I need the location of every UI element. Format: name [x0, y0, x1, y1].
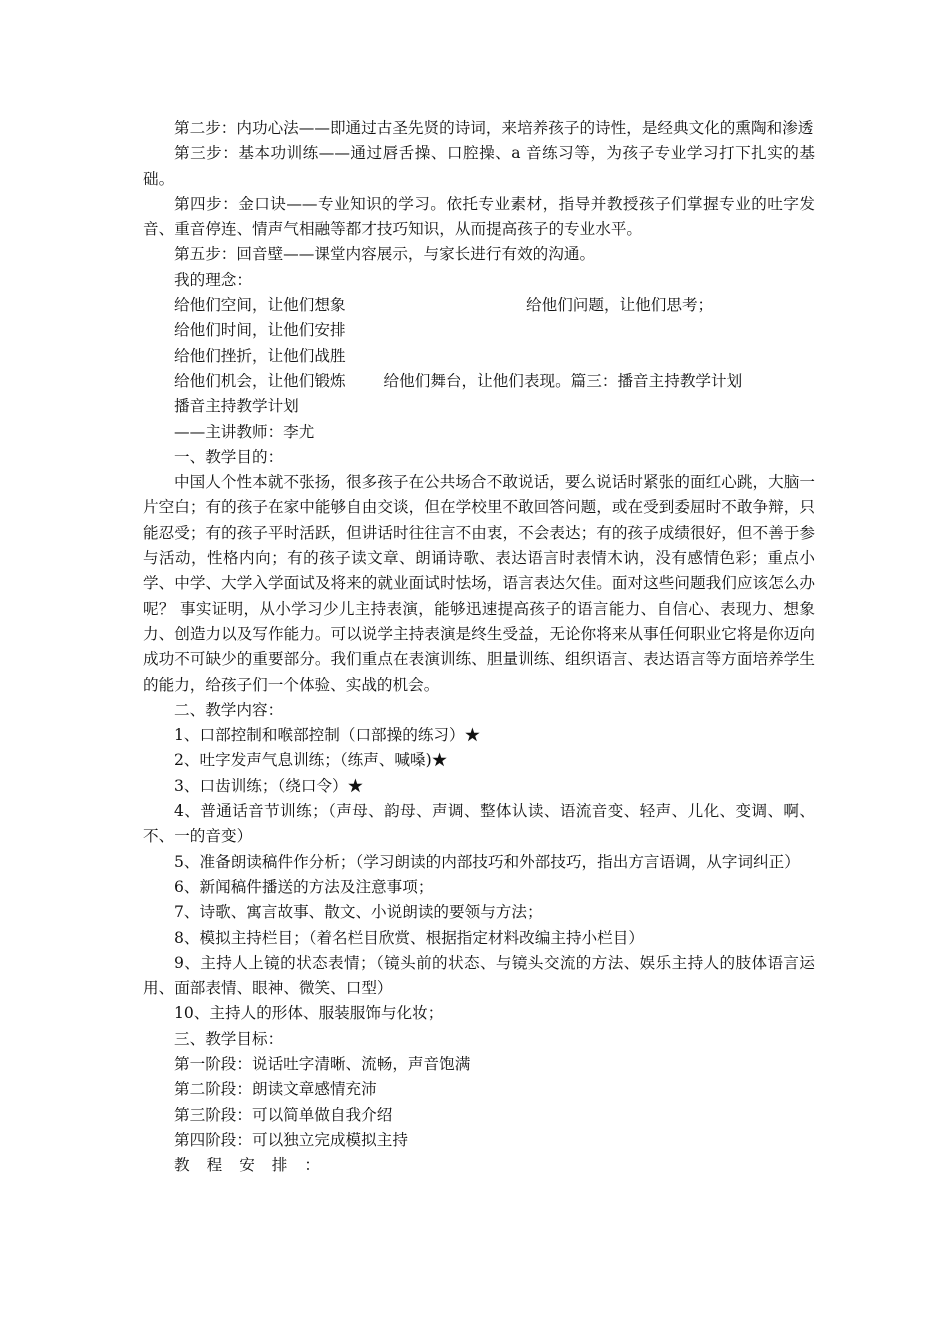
list-item: 2、吐字发声气息训练；（练声、喊嗓)★	[174, 751, 448, 770]
concept-left: 给他们机会，让他们锻炼	[174, 371, 346, 390]
paragraph: 我的理念：	[174, 270, 252, 289]
paragraph: 第四步：金口诀——专业知识的学习。依托专业素材，指导并教授孩子们掌握专业的吐字发音、重音停连、情声气相融等都才技巧知识，从而提高孩子的专业水平。	[143, 194, 815, 239]
list-item: 7、诗歌、寓言故事、散文、小说朗读的要领与方法；	[174, 903, 543, 922]
stage-line: 第四阶段：可以独立完成模拟主持	[174, 1130, 408, 1149]
list-item: 5、准备朗读稿件作分析；（学习朗读的内部技巧和外部技巧，指出方言语调，从字词纠正）	[174, 852, 800, 871]
schedule-heading: 教程安排：	[174, 1156, 337, 1175]
list-item: 10、主持人的形体、服装服饰与化妆；	[174, 1004, 444, 1023]
section-heading: 二、教学内容：	[174, 700, 284, 719]
stage-line: 第二阶段：朗读文章感情充沛	[174, 1080, 377, 1099]
section-heading: 三、教学目标：	[174, 1029, 284, 1048]
list-item: 9、主持人上镜的状态表情；（镜头前的状态、与镜头交流的方法、娱乐主持人的肢体语言运用、面部表情、眼神、微笑、口型）	[143, 953, 815, 998]
concept-left: 给他们空间，让他们想象	[174, 296, 346, 315]
concept-row	[143, 369, 815, 394]
section-heading: 一、教学目的：	[174, 447, 284, 466]
list-item: 1、口部控制和喉部控制（口部操的练习）★	[174, 726, 481, 745]
paragraph: ——主讲教师：李尤	[174, 422, 315, 441]
stage-line: 第一阶段：说话吐字清晰、流畅，声音饱满	[174, 1054, 471, 1073]
concept-line: 给他们时间，让他们安排	[174, 321, 346, 340]
paragraph: 第五步：回音壁——课堂内容展示，与家长进行有效的沟通。	[174, 245, 596, 264]
concept-row	[143, 293, 815, 318]
paragraph: 播音主持教学计划	[174, 397, 299, 416]
paragraph: 中国人个性本就不张扬，很多孩子在公共场合不敢说话，要么说话时紧张的面红心跳，大脑一片空白；有的孩子在家中能够自由交谈，但在学校里不敢回答问题，或在受到委屈时不敢争辩，只能忍受；有的孩子平时活跃，但讲话时往往言不由衷，不会表达；有的孩子成绩很好，但不善于参与活动，性格内向；有的孩子读文章、朗诵诗歌、表达语言时表情木讷，没有感情色彩；重点小学、中学、大学入学面试及将来的就业面试时怯场，语言表达欠佳。面对这些问题我们应该怎么办呢？ 事实证明，从小学习少儿主持表演，能够迅速提高孩子的语言能力、自信心、表现力、想象力、创造力以及写作能力。可以说学主持表演是终生受益，无论你将来从事任何职业它将是你迈向成功不可缺少的重要部分。我们重点在表演训练、胆量训练、组织语言、表达语言等方面培养学生的能力，给孩子们一个体验、实战的机会。	[143, 473, 815, 694]
concept-right: 给他们问题，让他们思考；	[526, 296, 714, 315]
concept-line: 给他们挫折，让他们战胜	[174, 346, 346, 365]
list-item: 6、新闻稿件播送的方法及注意事项；	[174, 877, 434, 896]
concept-right: 给他们舞台，让他们表现。篇三：播音主持教学计划	[383, 371, 743, 390]
list-item: 4、普通话音节训练；（声母、韵母、声调、整体认读、语流音变、轻声、儿化、变调、啊、不、一的音变）	[143, 802, 815, 846]
stage-line: 第三阶段：可以简单做自我介绍	[174, 1105, 393, 1124]
paragraph: 第二步：内功心法——即通过古圣先贤的诗词，来培养孩子的诗性，是经典文化的熏陶和渗透	[174, 119, 814, 137]
list-item: 3、口齿训练；（绕口令）★	[174, 776, 364, 795]
paragraph: 第三步：基本功训练——通过唇舌操、口腔操、a 音练习等，为孩子专业学习打下扎实的基础。	[143, 144, 815, 188]
list-item: 8、模拟主持栏目；（着名栏目欣赏、根据指定材料改编主持小栏目）	[174, 928, 644, 947]
document-page	[143, 116, 815, 1178]
